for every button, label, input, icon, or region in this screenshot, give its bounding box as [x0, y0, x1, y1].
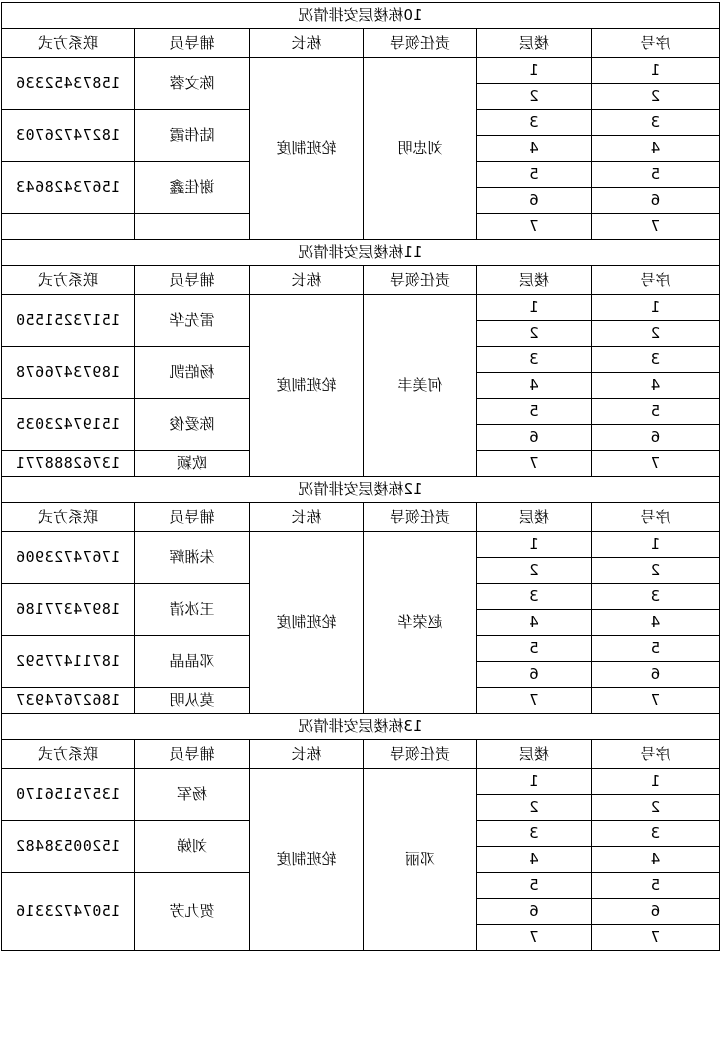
assistant-cell: 杨军	[135, 769, 250, 821]
building-head-cell: 轮班制度	[250, 295, 364, 477]
assistant-cell: 刘娣	[135, 821, 250, 873]
assistant-cell: 朱湘辉	[135, 532, 250, 584]
assistant-cell: 邓晶晶	[135, 636, 250, 688]
seq-cell: 6	[592, 425, 720, 451]
leader-cell: 邓丽	[364, 769, 477, 951]
seq-cell: 3	[592, 347, 720, 373]
floor-cell: 7	[477, 925, 592, 951]
assistant-cell: 陆伟霞	[135, 110, 250, 162]
contact-phone-cell: 15200538482	[1, 821, 134, 873]
leader-cell: 刘忠明	[364, 58, 477, 240]
contact-phone-cell	[1, 214, 134, 240]
seq-cell: 4	[592, 373, 720, 399]
floor-cell: 1	[477, 532, 592, 558]
building-title-row	[1, 714, 719, 740]
header-assistant: 辅导员	[135, 29, 250, 58]
assistant-cell: 王冰清	[135, 584, 250, 636]
contact-phone-cell: 18711477592	[1, 636, 134, 688]
header-seq: 序号	[592, 503, 720, 532]
building-title-row	[1, 3, 719, 29]
floor-cell: 3	[477, 347, 592, 373]
floor-cell: 7	[477, 451, 592, 477]
contact-phone-cell: 18627674937	[1, 688, 134, 714]
contact-phone-cell: 13762888771	[1, 451, 134, 477]
building-head-cell: 轮班制度	[250, 532, 364, 714]
floor-cell: 3	[477, 584, 592, 610]
assistant-cell: 谢佳鑫	[135, 162, 250, 214]
contact-phone-cell: 15173251550	[1, 295, 134, 347]
header-leader: 责任领导	[364, 266, 477, 295]
floor-cell: 4	[477, 847, 592, 873]
floor-cell: 3	[477, 821, 592, 847]
assistant-cell: 杨皓凯	[135, 347, 250, 399]
floor-cell: 2	[477, 558, 592, 584]
column-header-row	[1, 266, 719, 295]
building-title: 11栋楼层安排情况	[1, 240, 719, 266]
header-floor: 楼层	[477, 503, 592, 532]
header-seq: 序号	[592, 740, 720, 769]
header-leader: 责任领导	[364, 503, 477, 532]
seq-cell: 2	[592, 558, 720, 584]
seq-cell: 1	[592, 58, 720, 84]
seq-cell: 1	[592, 532, 720, 558]
floor-cell: 5	[477, 873, 592, 899]
column-header-row	[1, 740, 719, 769]
building-title: 13栋楼层安排情况	[1, 714, 719, 740]
assistant-cell: 莫从明	[135, 688, 250, 714]
header-building-head: 栋长	[250, 740, 364, 769]
floor-cell: 6	[477, 899, 592, 925]
floor-cell: 2	[477, 795, 592, 821]
floor-cell: 2	[477, 84, 592, 110]
seq-cell: 4	[592, 136, 720, 162]
building-head-cell: 轮班制度	[250, 769, 364, 951]
building-title: 12栋楼层安排情况	[1, 477, 719, 503]
seq-cell: 6	[592, 188, 720, 214]
contact-phone-cell: 18274726703	[1, 110, 134, 162]
floor-cell: 6	[477, 188, 592, 214]
seq-cell: 3	[592, 821, 720, 847]
header-leader: 责任领导	[364, 29, 477, 58]
header-seq: 序号	[592, 266, 720, 295]
floor-cell: 1	[477, 769, 592, 795]
contact-phone-cell: 18973476678	[1, 347, 134, 399]
assistant-cell: 陈爱俊	[135, 399, 250, 451]
floor-row	[1, 58, 719, 84]
header-contact: 联系方式	[1, 740, 134, 769]
leader-cell: 赵荣华	[364, 532, 477, 714]
building-title: 10栋楼层安排情况	[1, 3, 719, 29]
assistant-cell: 欧颖	[135, 451, 250, 477]
floor-cell: 3	[477, 110, 592, 136]
header-building-head: 栋长	[250, 29, 364, 58]
seq-cell: 5	[592, 873, 720, 899]
seq-cell: 5	[592, 636, 720, 662]
seq-cell: 1	[592, 769, 720, 795]
building-head-cell: 轮班制度	[250, 58, 364, 240]
contact-phone-cell: 18974377186	[1, 584, 134, 636]
seq-cell: 1	[592, 295, 720, 321]
floor-cell: 1	[477, 58, 592, 84]
floor-cell: 7	[477, 214, 592, 240]
header-assistant: 辅导员	[135, 266, 250, 295]
floor-cell: 6	[477, 425, 592, 451]
seq-cell: 2	[592, 321, 720, 347]
seq-cell: 5	[592, 162, 720, 188]
header-floor: 楼层	[477, 266, 592, 295]
header-contact: 联系方式	[1, 266, 134, 295]
building-title-row	[1, 477, 719, 503]
seq-cell: 7	[592, 451, 720, 477]
seq-cell: 7	[592, 925, 720, 951]
floor-cell: 5	[477, 636, 592, 662]
header-floor: 楼层	[477, 740, 592, 769]
building-title-row	[1, 240, 719, 266]
seq-cell: 4	[592, 847, 720, 873]
seq-cell: 7	[592, 214, 720, 240]
header-seq: 序号	[592, 29, 720, 58]
header-leader: 责任领导	[364, 740, 477, 769]
floor-cell: 4	[477, 610, 592, 636]
seq-cell: 2	[592, 84, 720, 110]
header-assistant: 辅导员	[135, 503, 250, 532]
assistant-cell: 贺九芳	[135, 873, 250, 951]
leader-cell: 何美丰	[364, 295, 477, 477]
contact-phone-cell: 17674723906	[1, 532, 134, 584]
seq-cell: 3	[592, 584, 720, 610]
assistant-cell: 陈文蓉	[135, 58, 250, 110]
seq-cell: 6	[592, 662, 720, 688]
contact-phone-cell: 15673428643	[1, 162, 134, 214]
column-header-row	[1, 29, 719, 58]
floor-cell: 5	[477, 399, 592, 425]
floor-row	[1, 295, 719, 321]
seq-cell: 4	[592, 610, 720, 636]
column-header-row	[1, 503, 719, 532]
header-contact: 联系方式	[1, 503, 134, 532]
floor-cell: 6	[477, 662, 592, 688]
contact-phone-cell: 13575156170	[1, 769, 134, 821]
seq-cell: 3	[592, 110, 720, 136]
contact-phone-cell: 15873452336	[1, 58, 134, 110]
header-building-head: 栋长	[250, 266, 364, 295]
arrangement-table	[1, 2, 720, 951]
header-assistant: 辅导员	[135, 740, 250, 769]
floor-row	[1, 769, 719, 795]
assistant-cell: 雷先华	[135, 295, 250, 347]
seq-cell: 6	[592, 899, 720, 925]
contact-phone-cell: 15074723316	[1, 873, 134, 951]
floor-cell: 1	[477, 295, 592, 321]
contact-phone-cell: 15197423035	[1, 399, 134, 451]
floor-cell: 4	[477, 136, 592, 162]
header-floor: 楼层	[477, 29, 592, 58]
floor-cell: 5	[477, 162, 592, 188]
floor-cell: 2	[477, 321, 592, 347]
seq-cell: 7	[592, 688, 720, 714]
floor-cell: 4	[477, 373, 592, 399]
seq-cell: 2	[592, 795, 720, 821]
header-contact: 联系方式	[1, 29, 134, 58]
floor-row	[1, 532, 719, 558]
assistant-cell	[135, 214, 250, 240]
seq-cell: 5	[592, 399, 720, 425]
floor-cell: 7	[477, 688, 592, 714]
header-building-head: 栋长	[250, 503, 364, 532]
